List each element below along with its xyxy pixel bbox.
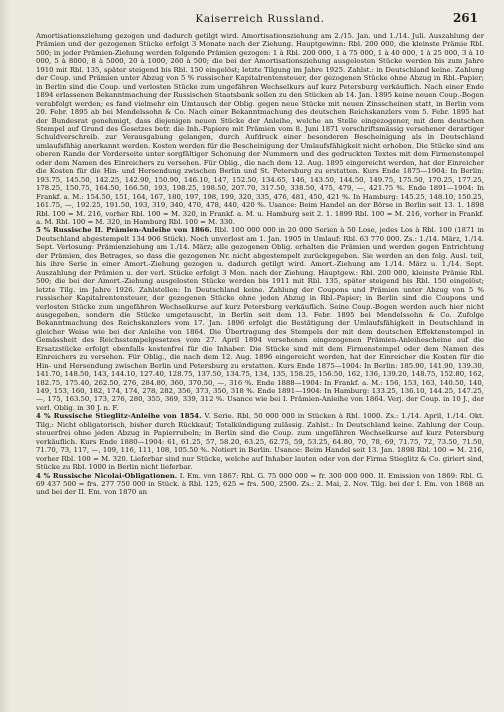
- running-head: [36, 10, 484, 32]
- paragraph-text: I. Em. von 1867: Rbl. G. 75 000 000 = fr. 300 000 000. II. Emission von 1869: Rbl. G. 69 437 500 = frs. 277 750 000 in Stück. à Rbl. 125, 625 = frs. 500, 2500. Zs.: 2. Mai, 2. Nov. Tilg. bei der I. Em. von 1868 an und bei der II. Em. von 1870 an: [36, 471, 484, 497]
- paragraph-text: Rbl. 100 000 000 in 20 000 Serien à 50 Lose, jedes Los à Rbl. 100 (1871 in Deutschland abgestempelt 134 906 Stück). Noch unverlost am 1. Jan. 1905 in Umlauf: Rbl. 63 770 000. Zs.: 1./14. März, 1./14. Sept. Verlosung: Prämienziehung am 1./14. März; alle gezogenen Oblig. erhalten die Prämien und werden gegen Entrichtung der Prämien, des Betrages, so dass die gezogenen Nr. nicht abgestempelt zurückgegeben. Sie werden an den folg. Ausl. teil, bis ihre Serie in einer Amort.-Ziehung gezogen u. dadurch getilgt wird. Amort.-Ziehung am 1./14. März u. 1./14. Sept. Auszahlung der Prämien u. der verl. Stücke erfolgt 3 Mon. nach der Ziehung. Hauptgew.: Rbl. 200 000, kleinste Prämie Rbl. 500; die bei der Amort.-Ziehung ausgelosten Stücke werden bis 1911 mit Rbl. 135, später steigend bis Rbl. 150 eingelöst; letzte Tilg. im Jahre 1926. Zahlstellen: In Deutschland keine. Zahlung der Coupons und Prämien unter Abzug von 5 % russischer Kapitalrentensteuer, der gezogenen Stücke ohne jeden Abzug in Rbl.-Papier; in Berlin sind die Coupons und verlosten Stücke zum ungefähren Wechselkurse auf kurz Petersburg verkäuflich. Seine Coup.-Bogen werden auch hier nicht ausgegeben, sondern die Stücke umgetauscht, in Berlin seit dem 13. Febr. 1895 bei Mendelssohn & Co. Zufolge Bekanntmachung des Reichskanzlers vom 17. Jan. 1896 erfolgt die Bestätigung der Umlaufsfähigkeit in Deutschland in gleicher Weise wie bei der Anleihe von 1864. Die Übertragung des Stempels der mit dem deutschen Effektenstempel in Gemässheit des Reichsstempelgesetzes vom 27. April 1894 versehenen eingezogenen Prämien-Anleihescheine auf die Ersatzstücke erfolgt ebenfalls kostenfrei für die Inhaber. Die Stücke sind mit dem Firmenstempel oder dem Namen des Einreichers zu versehen. Für Oblig., die nach dem 12. Aug. 1896 eingereicht werden, hat der Einreicher die Kosten für die Hin- und Hersendung zwischen Berlin und Petersburg zu erstatten. Kurs Ende 1875—1904: In Berlin: 185.90, 141.90, 139.30, 141.70, 148.50, 143, 144.10, 127.40, 128.75, 137.50, 134.75, 134, 135, 158.25, 156.50, 162, 136, 139.20, 148.75, 152.80, 162, 182.75, 175.40, 262.50, 276, 284.80, 360, 370.50, —, 316 %. Ende 1888—1904: In Frankf. a. M.: 156, 153, 163, 140.50, 140, 149, 153, 160, 182, 174, 174, 278, 282, 356, 373, 350, 318 %. Ende 1891—1904: In Hamburg: 133.25, 136.10, 144.25, 147.25, —, 175, 163.50, 173, 276, 280, 355, 369, 339, 312 %. Usance wie bei I. Prämien-Anleihe von 1864. Verj. der Coup. in 10 J., der verl. Oblig. in 30 J. n. F.: [36, 226, 484, 412]
- paragraph-nicolai-obligationen: [36, 472, 484, 497]
- paragraph-text: V. Serie. Rbl. 50 000 000 in Stücken à Rbl. 1000. Zs.: 1./14. April, 1./14. Okt. Tilg.: Nicht obligatorisch, bisher durch Rückkauf; Totalkündigung zulässig. Zahlst.: In Deutschland keine. Zahlung der Coup. steuerfrei ohne jeden Abzug in Papierrubeln; in Berlin sind die Coup. zum ungefähren Wechselkurse auf kurz Petersburg verkäuflich. Kurs Ende 1880—1904: 61, 61.25, 57, 58.20, 63.25, 62.75, 59, 53.25, 64.80, 70, 78, 69, 71.75, 72, 73.50, 71.50, 71.70, 73, 117, —, 109, 116, 111, 108, 105.50 %. Notiert in Berlin. Usance: Beim Handel seit 13. Jan. 1898 Rbl. 100 = M. 216, vorher Rbl. 100 = M. 320. Lieferbar sind nur Stücke, welche auf Inhaber lauten oder von der Firma Stieglitz & Co. giriert sind, Stücke zu Rbl. 1000 in Berlin nicht lieferbar.: [36, 412, 484, 472]
- body-text: [36, 32, 484, 497]
- paragraph-praemien-anleihe-1866: [36, 226, 484, 412]
- paragraph-stieglitz-anleihe-1854: [36, 412, 484, 471]
- page-number: 261: [452, 11, 478, 25]
- running-title: Kaiserreich Russland.: [195, 13, 325, 25]
- paragraph-text: Amortisationsziehung gezogen und dadurch getilgt wird. Amortisationsziehung am 2./15. Jan. und 1./14. Juli. Auszahlung der Prämien und der gezogenen Stücke erfolgt 3 Monate nach der Ziehung. Hauptgewinn: Rbl. 200 000, die kleinste Prämie Rbl. 500; in jeder Prämien-Ziehung werden folgende Prämien gezogen: 1 à Rbl. 200 000, 1 à 75 000, 1 à 40 000, 1 à 25 000, 3 à 10 000, 5 à 8000, 8 à 5000, 20 à 1000, 260 à 500; die bei der Amortisationsziehung ausgelosten Stücke werden bis zum Jahre 1910 mit Rbl. 135, später steigend bis Rbl. 150 eingelöst; letzte Tilgung im Jahre 1925. Zahlst.: in Deutschland keine. Zahlung der Coup. und Prämien unter Abzug von 5 % russischer Kapitalrentensteuer, der gezogenen Stücke ohne Abzug in Rbl.-Papier; in Berlin sind die Coup. und verlosten Stücke zum ungefähren Wechselkurs auf kurz Petersburg verkäuflich. Nach einer Ende 1894 erlassenen Bekanntmachung der Russischen Staatsbank sollen zu den Stücken ab 14. Jan. 1895 keine neuen Coup.-Bogen verabfolgt werden; es fand vielmehr ein Umtausch der Oblig. gegen neue Stücke mit neuen Zinsscheinen statt, in Berlin vom 20. Febr. 1895 ab bei Mendelssohn & Co. Nach einer Bekanntmachung des deutschen Reichskanzlers vom 5. Febr. 1895 hat der Bundesrat genehmigt, dass diejenigen neuen Stücke der Anleihe, welche an Stelle eingezogener, mit dem deutschen Stempel auf Grund des Gesetzes betr. die Inh.-Papiere mit Prämien vom 8. Juni 1871 vorschriftsmässig versehener derartiger Schuldverschreib. zur Verausgabung gelangen, durch Aufdruck einer besonderen Bescheinigung als in Deutschland umlaufsfähig anerkannt werden. Kosten werden für die Bescheinigung der Umlaufsfähigkeit nicht erhoben. Die Stücke sind am oberen Rande der Vorderseite unter sorgfältiger Schonung der Nummern und des gedruckten Textes mit dem Firmenstempel oder dem Namen des Einreichers zu versehen. Für Oblig., die nach dem 12. Aug. 1895 eingereicht werden, hat der Einreicher die Kosten für die Hin- und Hersendung zwischen Berlin und St. Petersburg zu erstatten. Kurs Ende 1875—1904: In Berlin: 193.75, 145.50, 142.25, 142.90, 150.90, 146.10, 147, 152.50, 134.65, 146, 143.50, 144.50, 149.75, 175.50, 170.25, 177.25, 178.25, 150.75, 164.50, 166.50, 193, 198.25, 198.50, 207.70, 317.50, 338.50, 475, 479, —, 421.75 %. Ende 1891—1904: In Frankf. a. M.: 154.50, 151, 164, 167, 180, 197, 198, 199, 320, 335, 476, 481, 450, 421 %. In Hamburg: 145.25, 148.10, 150.25, 161.75, —, 192.25, 191.50, 193, 319, 340, 470, 478, 440, 420 %. Usance: Beim Handel an der Börse in Berlin seit 13. 1. 1898 Rbl. 100 = M. 216, vorher Rbl. 100 = M. 320, in Frankf. a. M. u. Hamburg seit 2. 1. 1899 Rbl. 100 = M. 216, vorher in Frankf. a. M. Rbl. 100 = M. 320, in Hamburg Rbl. 100 = M. 330.: [36, 32, 484, 226]
- paragraph-lead: 4 % Russische Stieglitz-Anleihe von 1854.: [36, 412, 202, 421]
- paragraph-lead: 4 % Russische Nicolai-Obligationen.: [36, 471, 178, 480]
- paragraph-lead: 5 % Russische II. Prämien-Anleihe von 1866.: [36, 226, 212, 235]
- paragraph-stieglitz-1864-continued: [36, 32, 484, 226]
